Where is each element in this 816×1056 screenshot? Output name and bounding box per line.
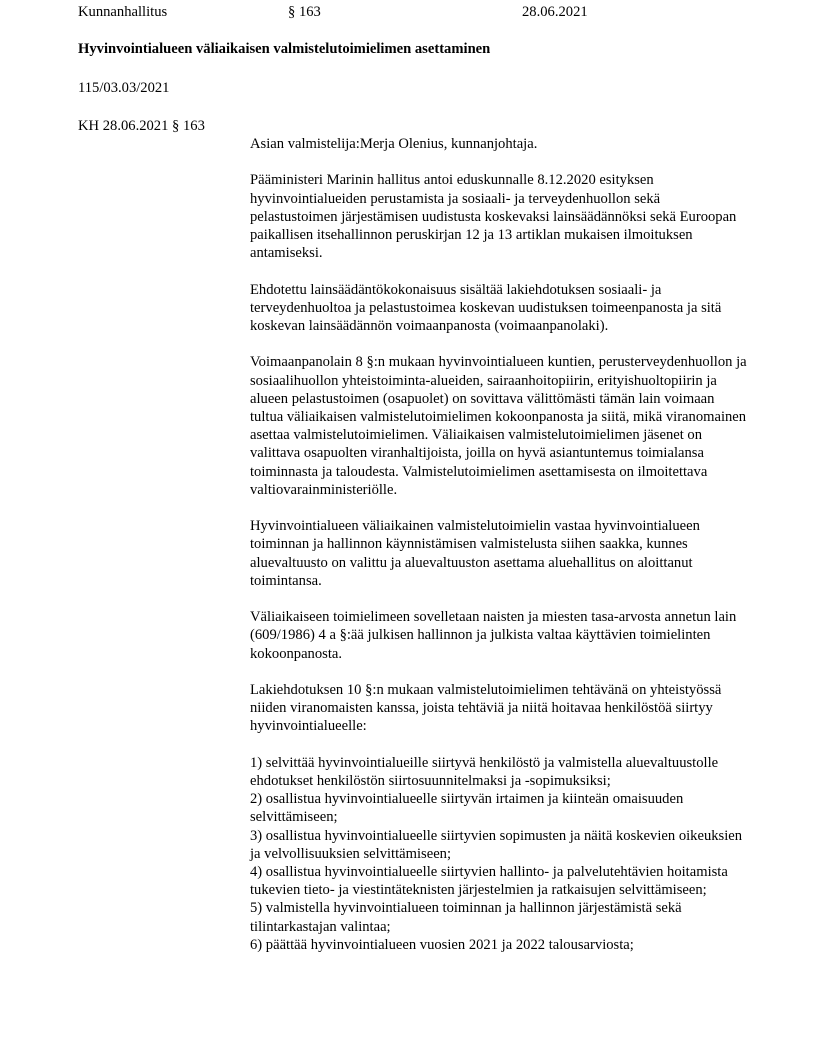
header-section-number: § 163 (288, 4, 321, 20)
document-title: Hyvinvointialueen väliaikaisen valmistelutoimielimen asettaminen (78, 41, 491, 57)
case-reference: 115/03.03/2021 (78, 80, 170, 96)
task-list-item: 3) osallistua hyvinvointialueelle siirtyvien sopimusten ja näitä koskevien oikeuksien ja velvollisuuksien selvittämiseen; (250, 827, 743, 862)
preparer-paragraph: Asian valmistelija:Merja Olenius, kunnanjohtaja. (250, 136, 538, 152)
meeting-reference: KH 28.06.2021 § 163 (78, 118, 205, 134)
body-paragraph: Voimaanpanolain 8 §:n mukaan hyvinvointialueen kuntien, perusterveydenhuollon ja sosiaalihuollon yhteistoiminta-alueiden, sairaanhoitopiirin, erityishuoltopiirin ja alueen pelastustoimen (osapuolet) on sovittava välittömästi tämän lain voimaan tultua väliaikaisen valmistelutoimielimen kokoonpanosta ja siitä, mikä viranomainen asettaa valmistelutoimielimen. Väliaikaisen valmistelutoimielimen jäsenet on valittava osapuolten viranhaltijoista, joilla on hyvä asiantuntemus toimialansa toiminnasta ja taloudesta. Valmistelutoimielimen asettamisesta on ilmoitettava valtiovarainministeriölle. (250, 354, 747, 498)
document-header (0, 2, 816, 22)
body-paragraph: Lakiehdotuksen 10 §:n mukaan valmistelutoimielimen tehtävänä on yhteistyössä niiden viranomaisten kanssa, joista tehtäviä ja niitä hoitavaa henkilöstöä siirtyy hyvinvointialueelle: (250, 682, 722, 735)
body-paragraph: Väliaikaiseen toimielimeen sovelletaan naisten ja miesten tasa-arvosta annetun lain (609/1986) 4 a §:ää julkisen hallinnon ja julkista valtaa käyttävien toimielinten kokoonpanosta. (250, 609, 737, 662)
header-body-name: Kunnanhallitus (78, 4, 168, 20)
task-list-item: 5) valmistella hyvinvointialueen toiminnan ja hallinnon järjestämistä sekä tilintarkastajan valintaa; (250, 900, 682, 935)
body-paragraph: Pääministeri Marinin hallitus antoi eduskunnalle 8.12.2020 esityksen hyvinvointialueiden perustamista ja sosiaali- ja terveydenhuollon sekä pelastustoimen järjestämisen uudistusta koskevaksi lainsäädännöksi sekä Euroopan paikallisen itsehallinnon peruskirjan 12 ja 13 artiklan mukaisen ilmoituksen antamiseksi. (250, 172, 737, 262)
task-list-item: 6) päättää hyvinvointialueen vuosien 2021 ja 2022 talousarviosta; (250, 936, 634, 953)
task-list-item: 2) osallistua hyvinvointialueelle siirtyvän irtaimen ja kiinteän omaisuuden selvittämiseen; (250, 791, 684, 826)
header-date: 28.06.2021 (522, 4, 588, 20)
task-list-item: 1) selvittää hyvinvointialueille siirtyvä henkilöstö ja valmistella aluevaltuustolle ehdotukset henkilöstön siirtosuunnitelmaksi ja -sopimuksiksi; (250, 754, 719, 789)
body-paragraph: Hyvinvointialueen väliaikainen valmistelutoimielin vastaa hyvinvointialueen toiminnan ja hallinnon käynnistämisen valmistelusta siihen saakka, kunnes aluevaltuusto on valittu ja aluevaltuuston asettama aluehallitus on aloittanut toimintansa. (250, 518, 700, 589)
task-list-item: 4) osallistua hyvinvointialueelle siirtyvien hallinto- ja palvelutehtävien hoitamista tukevien tieto- ja viestintäteknisten järjestelmien ja ratkaisujen selvittämiseen; (250, 864, 728, 899)
body-paragraph: Ehdotettu lainsäädäntökokonaisuus sisältää lakiehdotuksen sosiaali- ja terveydenhuoltoa ja pelastustoimea koskevan uudistuksen toimeenpanosta ja sitä koskevan lainsäädännön voimaanpanosta (voimaanpanolaki). (250, 281, 722, 334)
document-body (250, 135, 750, 954)
